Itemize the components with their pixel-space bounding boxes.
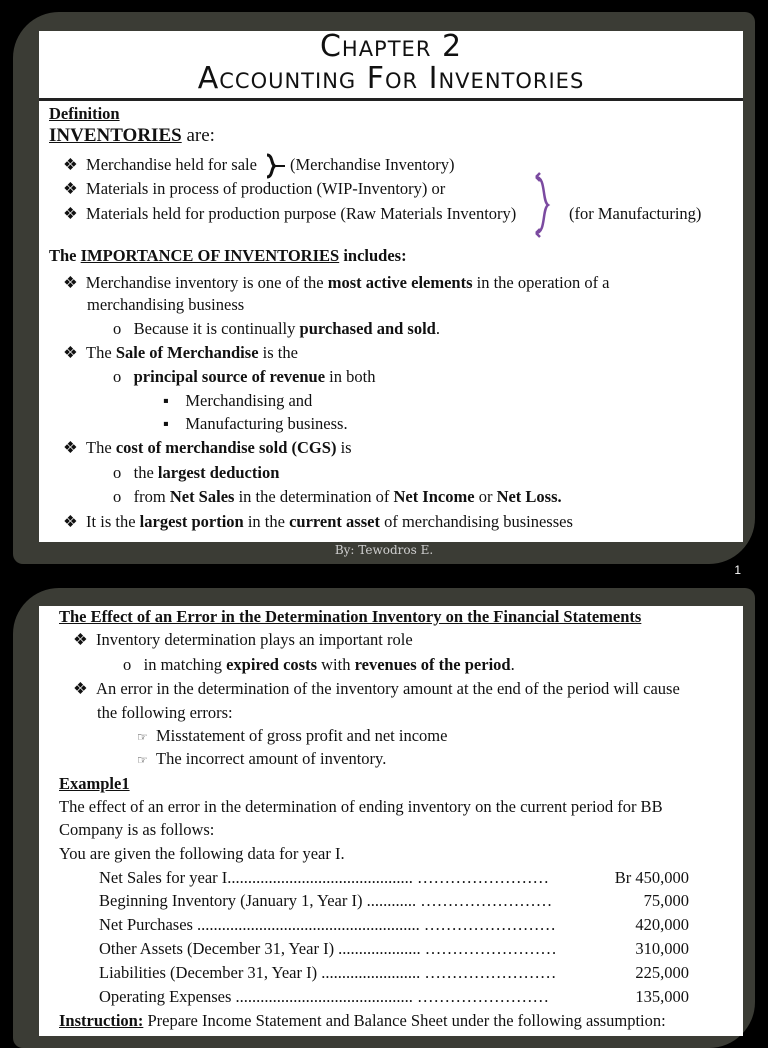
- inventories-heading: INVENTORIES are:: [49, 125, 215, 146]
- importance-sub-3b: o from Net Sales in the determination of Net Income or Net Loss.: [113, 487, 562, 506]
- circle-bullet-icon: o: [113, 367, 122, 386]
- slide-1-content: [39, 31, 743, 542]
- importance-item-2: ❖ The Sale of Merchandise is the: [63, 343, 298, 362]
- importance-item-4: ❖ It is the largest portion in the current asset of merchandising businesses: [63, 512, 573, 531]
- example-text-1: The effect of an error in the determination of ending inventory on the current period for BB: [59, 797, 663, 816]
- purple-brace-icon: [528, 171, 564, 241]
- pointing-hand-icon: ☞: [137, 753, 148, 767]
- slide-2: [13, 588, 755, 1048]
- diamond-bullet-icon: ❖: [73, 679, 88, 698]
- slide-title: [39, 31, 743, 94]
- diamond-bullet-icon: ❖: [63, 273, 78, 292]
- importance-item-1-cont: merchandising business: [87, 295, 245, 314]
- brace-icon: [263, 153, 287, 179]
- page-number: 1: [734, 563, 741, 577]
- def-item: ❖ Materials held for production purpose (Raw Materials Inventory): [63, 204, 517, 223]
- definition-label: Definition: [49, 104, 120, 123]
- diamond-bullet-icon: ❖: [63, 438, 78, 457]
- pointing-hand-icon: ☞: [137, 730, 148, 744]
- effect-sub-1: o in matching expired costs with revenues of the period.: [123, 655, 515, 674]
- importance-sub-3a: o the largest deduction: [113, 463, 280, 482]
- importance-item-1: ❖ Merchandise inventory is one of the most active elements in the operation of a: [63, 273, 610, 292]
- title-divider: [39, 98, 743, 101]
- example-text-3: You are given the following data for year I.: [59, 844, 345, 863]
- diamond-bullet-icon: ❖: [63, 155, 78, 174]
- slide-2-content: The Effect of an Error in the Determination Inventory on the Financial Statements ❖ Inventory determination plays an important role o in matching expired costs with revenues of the period. ❖ An error in the determination of the inventory amount at the end of the period will cause the following errors: ☞ Misstatement of gross profit and net income ☞ The incorrect amount of inventory. Example1 The effect of an error in the determination of ending inventory on the current period for BB Company is as follows: You are given the following data for year I. Net Sales for year I............................................. …………………… Br 450,000 Beginning Inventory (January 1, Year I) ............ …………………… 75,000 Net Purchases ...................................................... …………………… 420,000 Other Assets (December 31, Year I) .................... …………………… 310,000 Liabilities (December 31, Year I) ........................ …………………… 225,000 Operating Expenses ........................................... …………………… 135,000 Instruction: Prepare Income Statement and Balance Sheet under the following assumption:: [39, 606, 743, 1036]
- importance-subsub: ▪ Manufacturing business.: [163, 414, 348, 433]
- effect-item-2-cont: the following errors:: [97, 703, 233, 722]
- slide-footer: By: Tewodros E.: [334, 543, 434, 557]
- effect-item-2: ❖ An error in the determination of the inventory amount at the end of the period will cause: [73, 679, 680, 698]
- slide-1: [13, 12, 755, 577]
- error-item: ☞ The incorrect amount of inventory.: [137, 749, 387, 768]
- importance-subsub: ▪ Merchandising and: [163, 391, 313, 410]
- importance-sub-1: o Because it is continually purchased and sold.: [113, 319, 440, 338]
- circle-bullet-icon: o: [113, 463, 122, 482]
- manufacturing-note: (for Manufacturing): [569, 204, 702, 223]
- error-item: ☞ Misstatement of gross profit and net income: [137, 726, 448, 745]
- importance-item-3: ❖ The cost of merchandise sold (CGS) is: [63, 438, 352, 457]
- diamond-bullet-icon: ❖: [63, 204, 78, 223]
- diamond-bullet-icon: ❖: [63, 512, 78, 531]
- importance-heading: The IMPORTANCE OF INVENTORIES includes:: [49, 246, 407, 265]
- effect-item-1: ❖ Inventory determination plays an important role: [73, 630, 413, 649]
- circle-bullet-icon: o: [113, 487, 122, 506]
- def-item: ❖ Materials in process of production (WIP-Inventory) or: [63, 179, 446, 198]
- diamond-bullet-icon: ❖: [63, 179, 78, 198]
- circle-bullet-icon: o: [113, 319, 122, 338]
- square-bullet-icon: ▪: [163, 414, 169, 433]
- diamond-bullet-icon: ❖: [73, 630, 88, 649]
- merchandise-inventory-note: (Merchandise Inventory): [290, 155, 455, 174]
- instruction: Instruction: Prepare Income Statement and Balance Sheet under the following assumption:: [59, 1011, 666, 1030]
- section-heading: The Effect of an Error in the Determination Inventory on the Financial Statements: [59, 607, 642, 626]
- circle-bullet-icon: o: [123, 655, 132, 674]
- importance-sub-2: o principal source of revenue in both: [113, 367, 376, 386]
- example-text-2: Company is as follows:: [59, 820, 215, 839]
- chapter-label: Chapter 2: [319, 31, 463, 64]
- diamond-bullet-icon: ❖: [63, 343, 78, 362]
- square-bullet-icon: ▪: [163, 391, 169, 410]
- chapter-title: Accounting For Inventories: [197, 60, 585, 96]
- example-label: Example1: [59, 774, 130, 793]
- def-item: ❖ Merchandise held for sale: [63, 155, 257, 174]
